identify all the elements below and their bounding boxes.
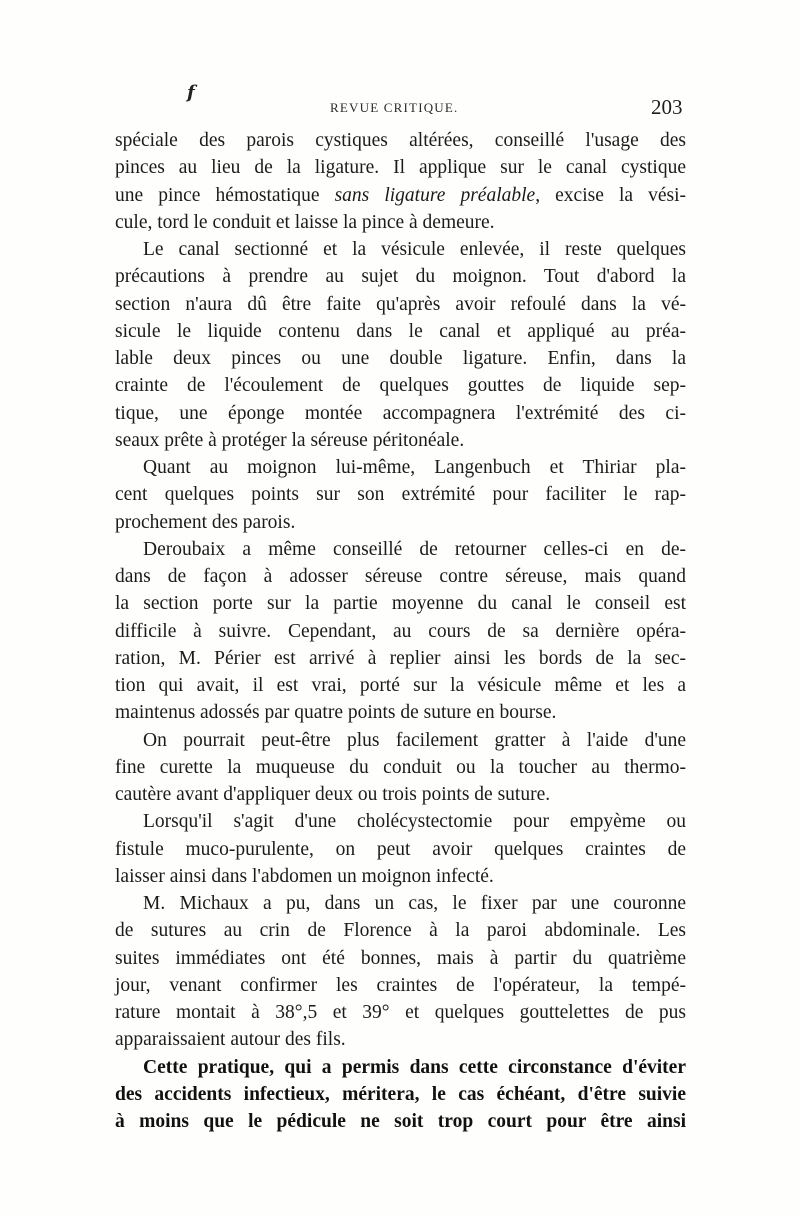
text-line: cautère avant d'appliquer deux ou trois points de suture. bbox=[115, 784, 551, 805]
text-line: laisser ainsi dans l'abdomen un moignon infecté. bbox=[115, 865, 494, 887]
text-line: pinces au lieu de la ligature. Il applique sur le canal cystique bbox=[115, 157, 686, 179]
text-line: fistule muco-purulente, on peut avoir quelques craintes de bbox=[115, 838, 686, 860]
text-line: lable deux pinces ou une double ligature. Enfin, dans la bbox=[115, 348, 686, 369]
text-line: des accidents infectieux, méritera, le cas échéant, d'être suivie bbox=[115, 1083, 686, 1105]
text-line: section n'aura dû être faite qu'après avoir refoulé dans la vé- bbox=[115, 293, 686, 315]
text-line: maintenus adossés par quatre points de suture en bourse. bbox=[115, 702, 557, 724]
text-line: Deroubaix a même conseillé de retourner celles-ci en de- bbox=[143, 538, 686, 560]
text-segment: une pince hémostatique bbox=[115, 184, 335, 206]
text-line: précautions à prendre au sujet du moignon. Tout d'abord la bbox=[115, 266, 686, 288]
text-segment: , excise la vési- bbox=[535, 184, 686, 206]
text-line bbox=[115, 182, 686, 209]
text-line: Lorsqu'il s'agit d'une cholécystectomie pour empyème ou bbox=[143, 811, 686, 833]
text-line: prochement des parois. bbox=[115, 511, 296, 533]
body-text bbox=[115, 127, 686, 1135]
text-line: fine curette la muqueuse du conduit ou la toucher au thermo- bbox=[115, 756, 686, 778]
text-line: à moins que le pédicule ne soit trop court pour être ainsi bbox=[115, 1111, 686, 1132]
text-line: dans de façon à adosser séreuse contre séreuse, mais quand bbox=[115, 566, 686, 587]
text-line: spéciale des parois cystiques altérées, conseillé l'usage des bbox=[115, 130, 686, 151]
text-line: apparaissaient autour des fils. bbox=[115, 1029, 346, 1051]
text-line: tion qui avait, il est vrai, porté sur la vésicule même et les a bbox=[115, 675, 686, 696]
text-line: Le canal sectionné et la vésicule enlevée, il reste quelques bbox=[143, 239, 686, 260]
text-line: M. Michaux a pu, dans un cas, le fixer par une couronne bbox=[143, 893, 686, 914]
text-line: seaux prête à protéger la séreuse péritonéale. bbox=[115, 429, 465, 451]
text-line: cule, tord le conduit et laisse la pince à demeure. bbox=[115, 211, 495, 233]
text-line: suites immédiates ont été bonnes, mais à partir du quatrième bbox=[115, 947, 686, 969]
text-line: sicule le liquide contenu dans le canal et appliqué au préa- bbox=[115, 320, 686, 342]
text-line: difficile à suivre. Cependant, au cours de sa dernière opéra- bbox=[115, 620, 686, 642]
text-line: ration, M. Périer est arrivé à replier ainsi les bords de la sec- bbox=[115, 647, 686, 669]
text-line: cent quelques points sur son extrémité pour faciliter le rap- bbox=[115, 484, 686, 506]
text-line: la section porte sur la partie moyenne du canal le conseil est bbox=[115, 593, 686, 615]
italic-phrase: sans ligature préalable bbox=[334, 184, 536, 206]
text-line: rature montait à 38°,5 et 39° et quelques gouttelettes de pus bbox=[115, 1002, 686, 1023]
text-line: tique, une éponge montée accompagnera l'extrémité des ci- bbox=[115, 402, 686, 424]
running-title: REVUE CRITIQUE. bbox=[330, 100, 459, 115]
text-line: On pourrait peut-être plus facilement gratter à l'aide d'une bbox=[143, 729, 686, 751]
text-line: Cette pratique, qui a permis dans cette circonstance d'éviter bbox=[143, 1056, 686, 1078]
text-line: Quant au moignon lui-même, Langenbuch et Thiriar pla- bbox=[143, 457, 686, 478]
stray-ink-mark: f bbox=[187, 82, 195, 103]
text-line: de sutures au crin de Florence à la paroi abdominale. Les bbox=[115, 920, 686, 942]
text-line: jour, venant confirmer les craintes de l'opérateur, la tempé- bbox=[115, 974, 686, 996]
page-number: 203 bbox=[651, 95, 683, 119]
text-line: crainte de l'écoulement de quelques gouttes de liquide sep- bbox=[115, 375, 686, 397]
